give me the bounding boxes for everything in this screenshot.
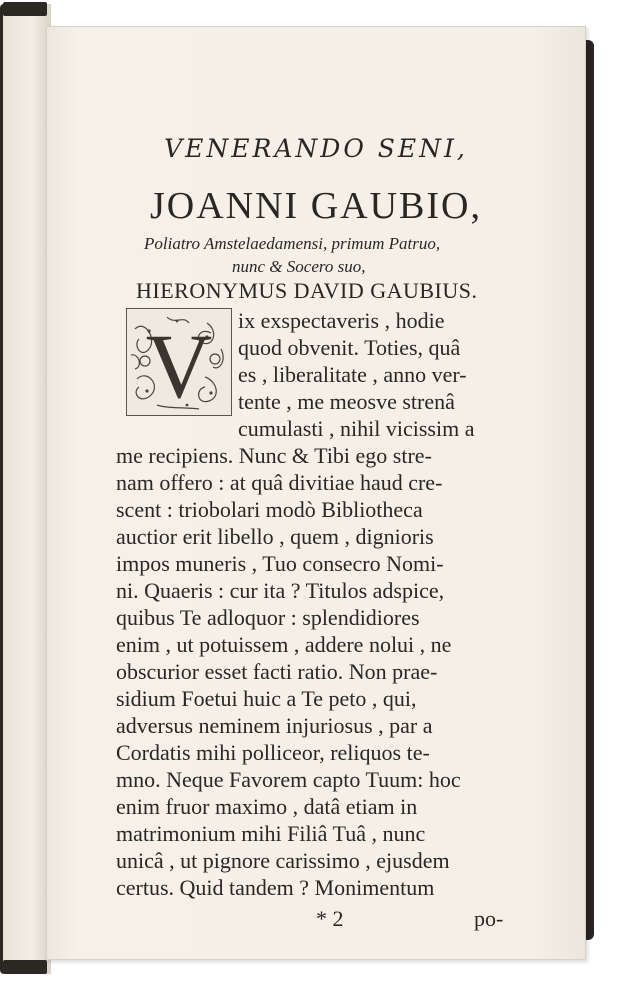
text-line: scent : triobolari modò Bibliotheca (116, 497, 423, 522)
text-line: ix exspectaveris , hodie (238, 308, 445, 333)
catchword: po- (474, 906, 504, 931)
text-line: sidium Foetui huic a Te peto , qui, (116, 686, 417, 711)
book-page (46, 26, 586, 960)
text-line: enim , ut potuissem , addere nolui , ne (116, 632, 452, 657)
text-line: tente , me meosve strenâ (238, 389, 455, 414)
recipient-title-line-1: Poliatro Amstelaedamensi, primum Patruo, (144, 234, 441, 253)
recipient-title-line-2: nunc & Socero suo, (232, 257, 366, 276)
author-name: HIERONYMUS DAVID GAUBIUS. (136, 278, 478, 303)
text-line: Cordatis mihi polliceor, reliquos te- (116, 740, 430, 765)
text-line: quod obvenit. Toties, quâ (238, 335, 461, 360)
text-line: adversus neminem injuriosus , par a (116, 713, 433, 738)
text-line: me recipiens. Nunc & Tibi ego stre- (116, 443, 432, 468)
text-line: matrimonium mihi Filiâ Tuâ , nunc (116, 821, 426, 846)
ornamental-initial-graphic (127, 309, 231, 415)
text-line: es , liberalitate , anno ver- (238, 362, 467, 387)
text-line: impos muneris , Tuo consecro Nomi- (116, 551, 444, 576)
back-cover (0, 4, 51, 974)
cover-edge-top (3, 2, 47, 16)
text-line: obscurior esset facti ratio. Non prae- (116, 659, 438, 684)
text-line: quibus Te adloquor : splendidiores (116, 605, 420, 630)
text-line: unicâ , ut pignore carissimo , ejusdem (116, 848, 450, 873)
cover-edge-bottom (3, 960, 47, 974)
text-line: ni. Quaeris : cur ita ? Titulos adspice, (116, 578, 445, 603)
ornamental-initial (126, 308, 232, 416)
text-line: auctior erit libello , quem , dignioris (116, 524, 434, 549)
text-line: enim fruor maximo , datâ etiam in (116, 794, 418, 819)
dedication-heading: VENERANDO SENI, (164, 134, 468, 163)
recipient-name: JOANNI GAUBIO, (150, 185, 482, 227)
signature-mark: * 2 (316, 906, 344, 931)
text-line: nam offero : at quâ divitiae haud cre- (116, 470, 443, 495)
text-line: mno. Neque Favorem capto Tuum: hoc (116, 767, 461, 792)
initial-letter: V (145, 315, 213, 415)
text-line: certus. Quid tandem ? Monimentum (116, 875, 435, 900)
text-line: cumulasti , nihil vicissim a (238, 416, 475, 441)
